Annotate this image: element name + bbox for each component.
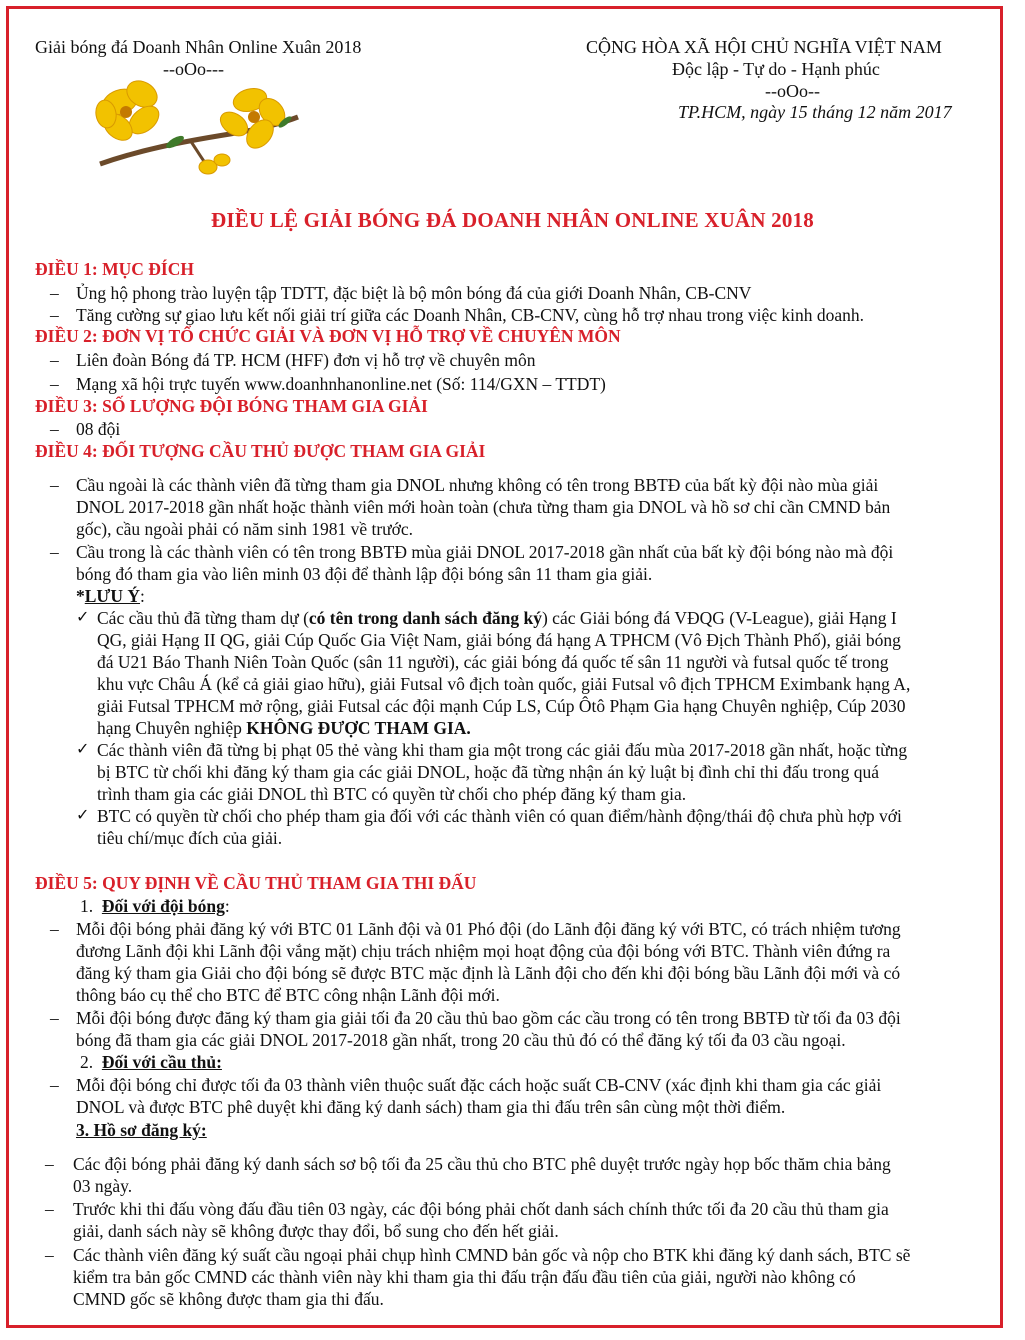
article-1-heading: ĐIỀU 1: MỤC ĐÍCH [35,259,194,279]
left-separator: --oOo--- [163,59,224,79]
note-2-line-1: Các thành viên đã từng bị phạt 05 thẻ vàng khi tham gia một trong các giải đấu mùa 2017-2018 gần nhất, hoặc từng [97,740,908,760]
dash-bullet: – [45,1199,54,1219]
article-4-para-1-line-1: Cầu ngoài là các thành viên đã từng tham gia DNOL nhưng không có tên trong BBTĐ của bất kỳ đội nào mùa giải [76,475,879,495]
article-4-para-1-line-2: DNOL 2017-2018 gần nhất hoặc thành viên mới hoàn toàn (chưa từng tham gia DNOL và hồ sơ chỉ cần CMND bản [76,497,891,517]
check-icon: ✓ [76,807,90,824]
subsection-3-title: 3. Hồ sơ đăng ký: [76,1120,207,1140]
dash-bullet: – [50,475,59,495]
document-title: ĐIỀU LỆ GIẢI BÓNG ĐÁ DOANH NHÂN ONLINE XUÂN 2018 [211,208,814,232]
apricot-blossom-image [80,72,300,182]
note-2-line-3: trình tham gia các giải DNOL thì BTC có quyền từ chối cho phép đăng ký tham gia. [97,784,687,804]
dash-bullet: – [50,919,59,939]
national-motto: Độc lập - Tự do - Hạnh phúc [672,59,880,79]
article-2-heading: ĐIỀU 2: ĐƠN VỊ TỔ CHỨC GIẢI VÀ ĐƠN VỊ HỖ TRỢ VỀ CHUYÊN MÔN [35,326,621,346]
article-3-item-1: 08 đội [76,419,121,439]
dash-bullet: – [50,350,59,370]
subsection-1-item-2-line-1: Mỗi đội bóng được đăng ký tham gia giải tối đa 20 cầu thủ bao gồm các cầu trong có tên trong BBTĐ từ tối đa 03 đội [76,1008,901,1028]
note-1-line-3: đá U21 Báo Thanh Niên Toàn Quốc (sân 11 người), các giải bóng đá quốc tế sân 11 người và futsal quốc tế trong [97,652,889,672]
right-separator: --oOo-- [765,81,820,101]
subsection-2-item-1-line-1: Mỗi đội bóng chỉ được tối đa 03 thành viên thuộc suất đặc cách hoặc suất CB-CNV (xác định khi tham gia các giải [76,1075,882,1095]
subsection-3-item-2-line-1: Trước khi thi đấu vòng đấu đầu tiên 03 ngày, các đội bóng phải chốt danh sách chính thức tối đa 20 cầu thủ tham gia [73,1199,889,1219]
note-label: *LƯU Ý: [76,586,145,606]
note-1-line-4: khu vực Châu Á (kể cả giải giao hữu), giải Futsal vô địch toàn quốc, giải Futsal vô địch TPHCM Eximbank hạng A, [97,674,911,694]
document-date: TP.HCM, ngày 15 tháng 12 năm 2017 [678,102,952,122]
article-4-para-2-line-1: Cầu trong là các thành viên có tên trong BBTĐ mùa giải DNOL 2017-2018 gần nhất của bất kỳ đội bóng nào mà đội [76,542,894,562]
subsection-3-item-2-line-2: giải, danh sách này sẽ không được thay đổi, bổ sung cho đến hết giải. [73,1221,559,1241]
subsection-2-title: 2. Đối với cầu thủ: [80,1052,222,1072]
note-3-line-2: tiêu chí/mục đích của giải. [97,828,283,848]
article-2-item-2: Mạng xã hội trực tuyến www.doanhnhanonline.net (Số: 114/GXN – TTDT) [76,374,606,394]
note-1-line-2: QG, giải Hạng II QG, giải Cúp Quốc Gia Việt Nam, giải bóng đá hạng A TPHCM (Vô Địch Thành Phố), giải bóng [97,630,901,650]
note-1-line-6: hạng Chuyên nghiệp KHÔNG ĐƯỢC THAM GIA. [97,718,471,738]
tournament-name: Giải bóng đá Doanh Nhân Online Xuân 2018 [35,37,362,57]
subsection-1-title: 1. Đối với đội bóng: [80,896,230,916]
dash-bullet: – [50,1008,59,1028]
subsection-3-item-1-line-1: Các đội bóng phải đăng ký danh sách sơ bộ tối đa 25 cầu thủ cho BTC phê duyệt trước ngày họp bốc thăm chia bảng [73,1154,891,1174]
note-3-line-1: BTC có quyền từ chối cho phép tham gia đối với các thành viên có quan điểm/hành động/thái độ chưa phù hợp với [97,806,902,826]
dash-bullet: – [50,283,59,303]
subsection-1-item-1-line-4: thông báo cụ thể cho BTC để BTC công nhận Lãnh đội mới. [76,985,500,1005]
check-icon: ✓ [76,609,90,626]
note-1-line-5: giải Futsal TPHCM mở rộng, giải Futsal các đội mạnh Cúp LS, Cúp Ôtô Phạm Gia hạng Chuyên nghiệp, Cúp 2030 [97,696,906,716]
subsection-3-item-3-line-3: CMND gốc sẽ không được tham gia thi đấu. [73,1289,384,1309]
subsection-1-item-1-line-2: đương Lãnh đội khi Lãnh đội vắng mặt) chịu trách nhiệm mọi hoạt động của đội bóng với BTC. Thành viên đứng ra [76,941,891,961]
dash-bullet: – [50,419,59,439]
dash-bullet: – [50,305,59,325]
national-title: CỘNG HÒA XÃ HỘI CHỦ NGHĨA VIỆT NAM [586,37,942,57]
article-4-para-1-line-3: gốc), cầu ngoài phải có năm sinh 1981 về trước. [76,519,414,539]
dash-bullet: – [45,1154,54,1174]
subsection-3-item-1-line-2: 03 ngày. [73,1176,133,1196]
subsection-2-item-1-line-2: DNOL và được BTC phê duyệt khi đăng ký danh sách) tham gia thi đấu trên sân cùng một thời điểm. [76,1097,786,1117]
article-4-para-2-line-2: bóng đó tham gia vào liên minh 03 đội để thành lập đội bóng sân 11 tham gia giải. [76,564,653,584]
subsection-3-item-3-line-2: kiểm tra bản gốc CMND các thành viên này khi tham gia thi đấu trận đấu đầu tiên của giải, người nào không có [73,1267,856,1287]
article-1-item-1: Ủng hộ phong trào luyện tập TDTT, đặc biệt là bộ môn bóng đá của giới Doanh Nhân, CB-CNV [76,283,752,303]
subsection-1-item-1-line-1: Mỗi đội bóng phải đăng ký với BTC 01 Lãnh đội và 01 Phó đội (do Lãnh đội đăng ký với BTC, có trách nhiệm tương [76,919,901,939]
dash-bullet: – [45,1245,54,1265]
subsection-3-item-3-line-1: Các thành viên đăng ký suất cầu ngoại phải chụp hình CMND bản gốc và nộp cho BTK khi đăng ký danh sách, BTC sẽ [73,1245,911,1265]
dash-bullet: – [50,1075,59,1095]
article-4-heading: ĐIỀU 4: ĐỐI TƯỢNG CẦU THỦ ĐƯỢC THAM GIA GIẢI [35,441,486,461]
dash-bullet: – [50,374,59,394]
note-1-line-1: Các cầu thủ đã từng tham dự (có tên trong danh sách đăng ký) các Giải bóng đá VĐQG (V-League), giải Hạng I [97,608,897,628]
article-2-item-1: Liên đoàn Bóng đá TP. HCM (HFF) đơn vị hỗ trợ về chuyên môn [76,350,536,370]
article-3-heading: ĐIỀU 3: SỐ LƯỢNG ĐỘI BÓNG THAM GIA GIẢI [35,396,428,416]
subsection-1-item-1-line-3: đăng ký tham gia Giải cho đội bóng sẽ được BTC mặc định là Lãnh đội cho đến khi đội bóng bầu Lãnh đội mới và có [76,963,901,983]
article-5-heading: ĐIỀU 5: QUY ĐỊNH VỀ CẦU THỦ THAM GIA THI ĐẤU [35,873,477,893]
article-1-item-2: Tăng cường sự giao lưu kết nối giải trí giữa các Doanh Nhân, CB-CNV, cùng hỗ trợ nhau trong việc kinh doanh. [76,305,865,325]
subsection-1-item-2-line-2: bóng đã tham gia các giải DNOL 2017-2018 gần nhất, trong 20 cầu thủ đó có thể đăng ký tối đa 03 cầu ngoại. [76,1030,846,1050]
note-2-line-2: bị BTC từ chối khi đăng ký tham gia các giải DNOL, hoặc đã từng nhận án kỷ luật bị đình chỉ thi đấu trong quá [97,762,879,782]
check-icon: ✓ [76,741,90,758]
dash-bullet: – [50,542,59,562]
